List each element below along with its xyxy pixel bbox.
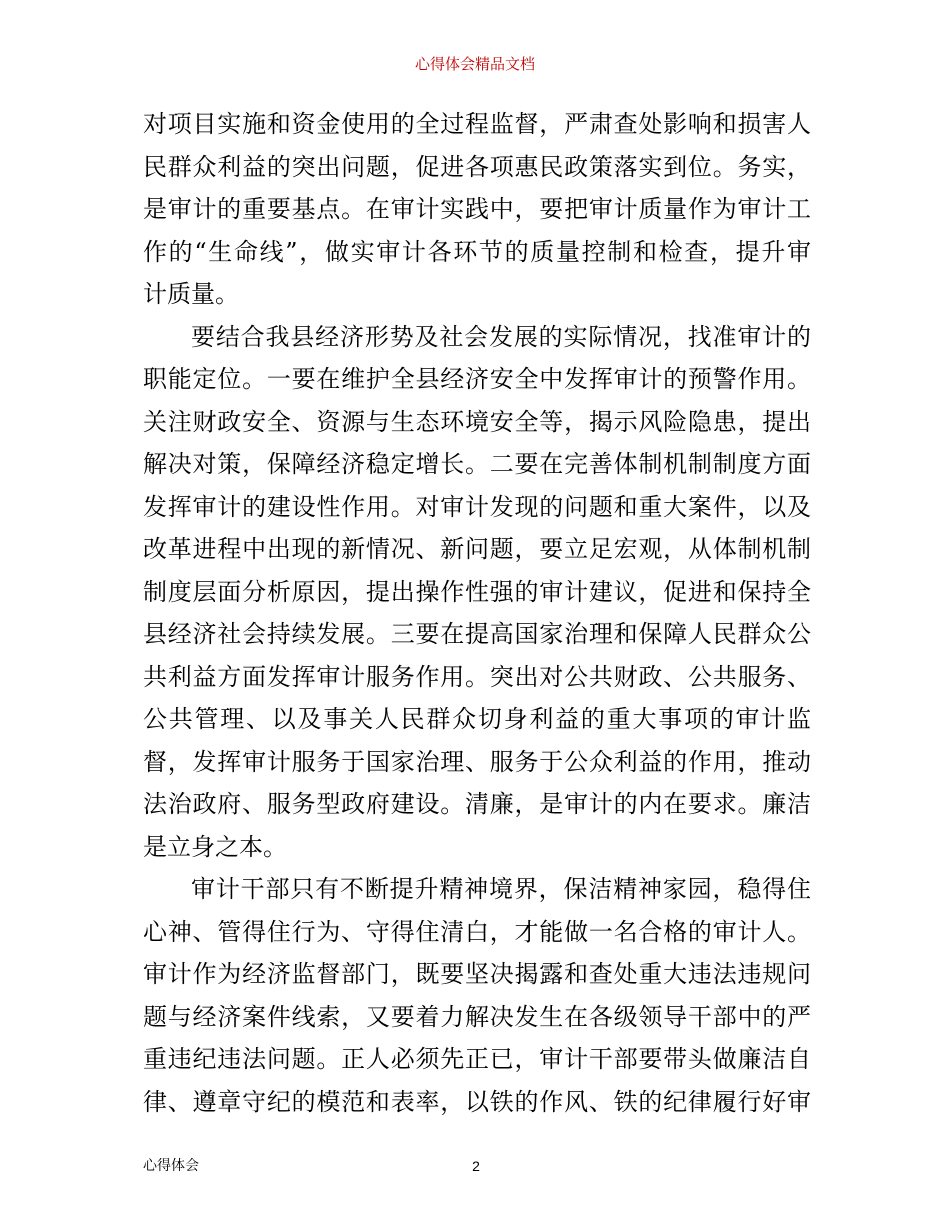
text-line: 解决对策，保障经济稳定增长。二要在完善体制机制制度方面 [143,450,811,478]
text-line: 重违纪违法问题。正人必须先正已，审计干部要带头做廉洁自 [143,1045,811,1073]
paragraph-first-line: 要结合我县经济形势及社会发展的实际情况，找准审计的 [191,322,811,351]
document-body [143,103,811,1123]
text-line: 督，发挥审计服务于国家治理、服务于公众利益的作用，推动 [143,747,811,776]
text-line: 计质量。 [143,280,239,308]
text-line: 公共管理、以及事关人民群众切身利益的重大事项的审计监 [143,705,811,733]
text-line: 作的“生命线”，做实审计各环节的质量控制和检查，提升审 [143,237,811,266]
footer-label: 心得体会 [143,1158,199,1174]
text-line: 共利益方面发挥审计服务作用。突出对公共财政、公共服务、 [143,662,811,691]
text-line: 律、遵章守纪的模范和表率，以铁的作风、铁的纪律履行好审 [143,1087,811,1116]
text-line: 县经济社会持续发展。三要在提高国家治理和保障人民群众公 [143,620,811,648]
text-line: 题与经济案件线索，又要着力解决发生在各级领导干部中的严 [143,1002,811,1031]
text-line: 心神、管得住行为、守得住清白，才能做一名合格的审计人。 [143,917,811,946]
page-header-title: 心得体会精品文档 [414,55,535,73]
text-line: 制度层面分析原因，提出操作性强的审计建议，促进和保持全 [143,577,811,606]
text-line: 是立身之本。 [143,832,287,861]
text-line: 发挥审计的建设性作用。对审计发现的问题和重大案件，以及 [143,492,811,521]
text-line: 改革进程中出现的新情况、新问题，要立足宏观，从体制机制 [143,535,811,563]
paragraph-first-line: 审计干部只有不断提升精神境界，保洁精神家园，稳得住 [191,875,811,903]
text-line: 民群众利益的突出问题，促进各项惠民政策落实到位。务实， [143,152,811,181]
text-line: 关注财政安全、资源与生态环境安全等，揭示风险隐患，提出 [143,407,811,436]
text-line: 审计作为经济监督部门，既要坚决揭露和查处重大违法违规问 [143,960,811,988]
text-line: 是审计的重要基点。在审计实践中，要把审计质量作为审计工 [143,195,811,223]
text-line: 对项目实施和资金使用的全过程监督，严肃查处影响和损害人 [143,110,811,138]
text-line: 职能定位。一要在维护全县经济安全中发挥审计的预警作用。 [143,365,811,393]
page-number: 2 [472,1158,480,1174]
text-line: 法治政府、服务型政府建设。清廉，是审计的内在要求。廉洁 [143,790,811,818]
